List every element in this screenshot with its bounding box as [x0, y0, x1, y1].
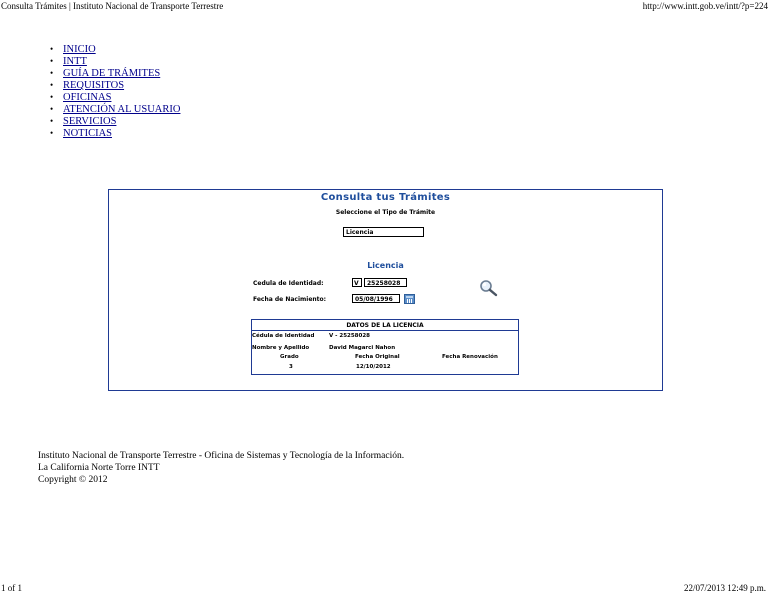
cedula-input[interactable]: 25258028	[364, 278, 407, 287]
nav-item-requisitos: • REQUISITOS	[50, 80, 125, 91]
print-header-url: http://www.intt.gob.ve/intt/?p=224	[642, 1, 768, 11]
section-title: Licencia	[367, 261, 404, 270]
col-header-fecha-renovacion: Fecha Renovación	[442, 354, 498, 360]
nav-link-inicio[interactable]: INICIO	[63, 44, 96, 55]
datos-nombre-value: David Magarci Nahon	[329, 345, 396, 351]
panel-subtitle: Seleccione el Tipo de Trámite	[335, 209, 436, 216]
panel-title: Consulta tus Trámites	[320, 192, 451, 203]
nav-link-intt[interactable]: INTT	[63, 56, 87, 67]
cell-fecha-original: 12/10/2012	[356, 364, 391, 370]
footer-line-institution: Instituto Nacional de Transporte Terrestre - Oficina de Sistemas y Tecnología de la Información.	[38, 451, 405, 461]
cedula-label: Cedula de Identidad:	[253, 280, 324, 287]
print-header-title: Consulta Trámites | Instituto Nacional de Transporte Terrestre	[1, 1, 224, 11]
print-datetime: 22/07/2013 12:49 p.m.	[683, 583, 766, 593]
page-counter: 1 of 1	[1, 583, 22, 593]
nav-link-noticias[interactable]: NOTICIAS	[63, 128, 112, 139]
tramite-select[interactable]: Licencia	[343, 227, 424, 237]
datos-title: DATOS DE LA LICENCIA	[346, 322, 424, 329]
magnifier-icon[interactable]	[479, 279, 499, 297]
datos-cedula-label: Cédula de Identidad	[252, 333, 315, 339]
fecha-label: Fecha de Nacimiento:	[253, 296, 327, 303]
cedula-prefix-select[interactable]: V	[352, 278, 362, 287]
datos-licencia-box	[251, 319, 519, 375]
nav-link-oficinas[interactable]: OFICINAS	[63, 92, 112, 103]
main-nav	[50, 43, 180, 139]
footer	[38, 450, 404, 486]
footer-line-copyright: Copyright © 2012	[38, 475, 108, 485]
calendar-icon[interactable]	[404, 294, 415, 304]
col-header-grado: Grado	[280, 354, 299, 360]
datos-nombre-label: Nombre y Apellido	[252, 345, 310, 351]
fecha-input[interactable]: 05/08/1996	[352, 294, 400, 303]
nav-link-guia-tramites[interactable]: GUÍA DE TRÁMITES	[63, 68, 161, 79]
nav-item-noticias: • NOTICIAS	[50, 128, 112, 139]
nav-link-requisitos[interactable]: REQUISITOS	[63, 80, 125, 91]
nav-link-atencion-usuario[interactable]: ATENCIÓN AL USUARIO	[63, 104, 181, 115]
nav-item-guia: • GUÍA DE TRÁMITES	[50, 68, 161, 79]
nav-item-atencion: • ATENCIÓN AL USUARIO	[50, 104, 181, 115]
nav-item-inicio: • INICIO	[50, 44, 96, 55]
col-header-fecha-original: Fecha Original	[355, 354, 400, 360]
nav-link-servicios[interactable]: SERVICIOS	[63, 116, 117, 127]
nav-item-servicios: • SERVICIOS	[50, 116, 117, 127]
datos-cedula-value: V - 25258028	[329, 333, 370, 339]
footer-line-address: La California Norte Torre INTT	[38, 463, 160, 473]
cell-grado: 3	[289, 364, 293, 370]
nav-item-oficinas: • OFICINAS	[50, 92, 112, 103]
consulta-panel	[108, 189, 663, 391]
nav-item-intt: • INTT	[50, 56, 87, 67]
